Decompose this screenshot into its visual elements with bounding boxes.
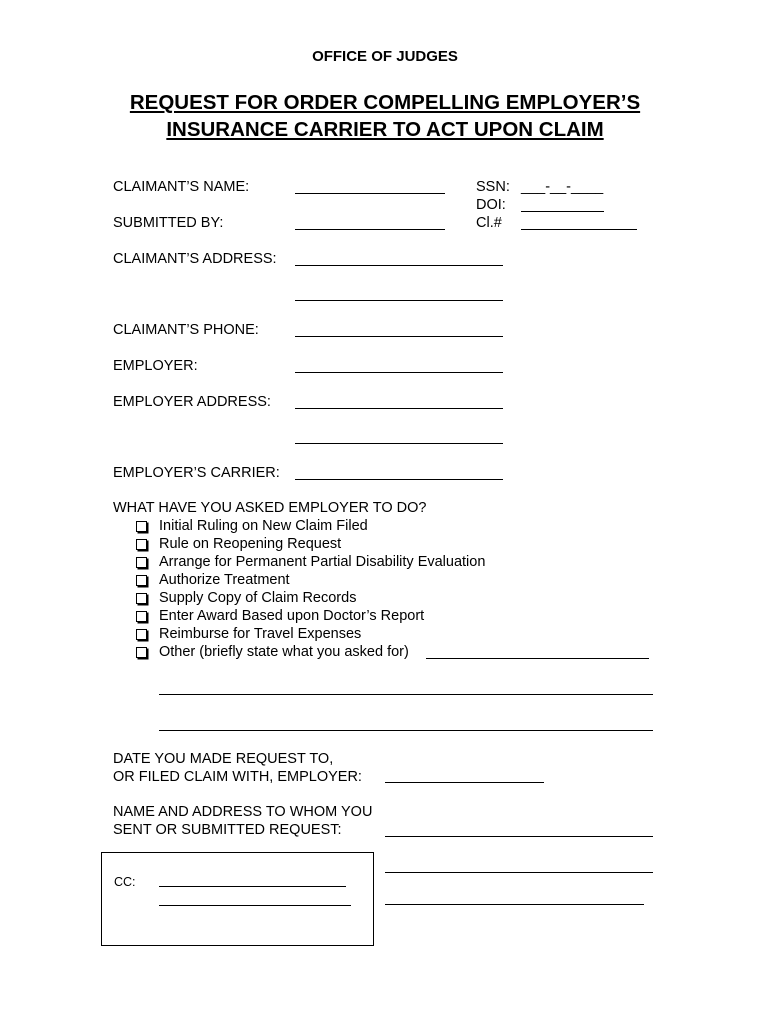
request-question: WHAT HAVE YOU ASKED EMPLOYER TO DO?: [113, 500, 427, 516]
employer-label: EMPLOYER:: [113, 358, 198, 374]
doi-label: DOI:: [476, 197, 506, 213]
option-enter-award: Enter Award Based upon Doctor’s Report: [159, 608, 425, 624]
claim-number-label: Cl.#: [476, 215, 502, 231]
checkbox-authorize-treatment[interactable]: [136, 575, 147, 586]
option-authorize-treatment: Authorize Treatment: [159, 572, 290, 588]
checkbox-initial-ruling[interactable]: [136, 521, 147, 532]
office-heading: OFFICE OF JUDGES: [312, 48, 458, 65]
recipient-field-2[interactable]: [385, 872, 653, 873]
checkbox-claim-records[interactable]: [136, 593, 147, 604]
other-explanation-field-2[interactable]: [159, 694, 653, 695]
recipient-field-1[interactable]: [385, 836, 653, 837]
cc-box: [101, 852, 374, 946]
checkbox-rule-reopening[interactable]: [136, 539, 147, 550]
checkbox-ppd-evaluation[interactable]: [136, 557, 147, 568]
option-ppd-evaluation: Arrange for Permanent Partial Disability Evaluation: [159, 554, 486, 570]
date-request-field[interactable]: [385, 782, 544, 783]
option-initial-ruling: Initial Ruling on New Claim Filed: [159, 518, 368, 534]
checkbox-enter-award[interactable]: [136, 611, 147, 622]
employer-address-field-2[interactable]: [295, 443, 503, 444]
option-other: Other (briefly state what you asked for): [159, 644, 409, 660]
cc-label: CC:: [114, 875, 136, 889]
employer-carrier-field[interactable]: [295, 479, 503, 480]
claimant-address-field-1[interactable]: [295, 265, 503, 266]
checkbox-other[interactable]: [136, 647, 147, 658]
date-request-label-1: DATE YOU MADE REQUEST TO,: [113, 751, 334, 767]
option-rule-reopening: Rule on Reopening Request: [159, 536, 342, 552]
submitted-by-label: SUBMITTED BY:: [113, 215, 224, 231]
name-address-label-2: SENT OR SUBMITTED REQUEST:: [113, 822, 342, 838]
date-request-label-2: OR FILED CLAIM WITH, EMPLOYER:: [113, 769, 362, 785]
recipient-field-3[interactable]: [385, 904, 644, 905]
cc-field-1[interactable]: [159, 886, 346, 887]
checkbox-travel-expenses[interactable]: [136, 629, 147, 640]
claimant-address-field-2[interactable]: [295, 300, 503, 301]
claim-number-field[interactable]: [521, 229, 637, 230]
claimant-phone-field[interactable]: [295, 336, 503, 337]
form-title-line-1: REQUEST FOR ORDER COMPELLING EMPLOYER’S: [129, 91, 641, 114]
employer-address-field-1[interactable]: [295, 408, 503, 409]
form-title-line-2: INSURANCE CARRIER TO ACT UPON CLAIM: [166, 118, 604, 141]
ssn-field[interactable]: ___-__-____: [521, 179, 604, 195]
ssn-label: SSN:: [476, 179, 510, 195]
other-explanation-field-3[interactable]: [159, 730, 653, 731]
claimant-name-field[interactable]: [295, 193, 445, 194]
employer-carrier-label: EMPLOYER’S CARRIER:: [113, 465, 280, 481]
employer-field[interactable]: [295, 372, 503, 373]
option-claim-records: Supply Copy of Claim Records: [159, 590, 357, 606]
employer-address-label: EMPLOYER ADDRESS:: [113, 394, 271, 410]
name-address-label-1: NAME AND ADDRESS TO WHOM YOU: [113, 804, 373, 820]
claimant-phone-label: CLAIMANT’S PHONE:: [113, 322, 259, 338]
claimant-address-label: CLAIMANT’S ADDRESS:: [113, 251, 277, 267]
claimant-name-label: CLAIMANT’S NAME:: [113, 179, 250, 195]
cc-field-2[interactable]: [159, 905, 351, 906]
option-travel-expenses: Reimburse for Travel Expenses: [159, 626, 362, 642]
doi-field[interactable]: [521, 211, 604, 212]
submitted-by-field[interactable]: [295, 229, 445, 230]
other-explanation-field-1[interactable]: [426, 658, 649, 659]
